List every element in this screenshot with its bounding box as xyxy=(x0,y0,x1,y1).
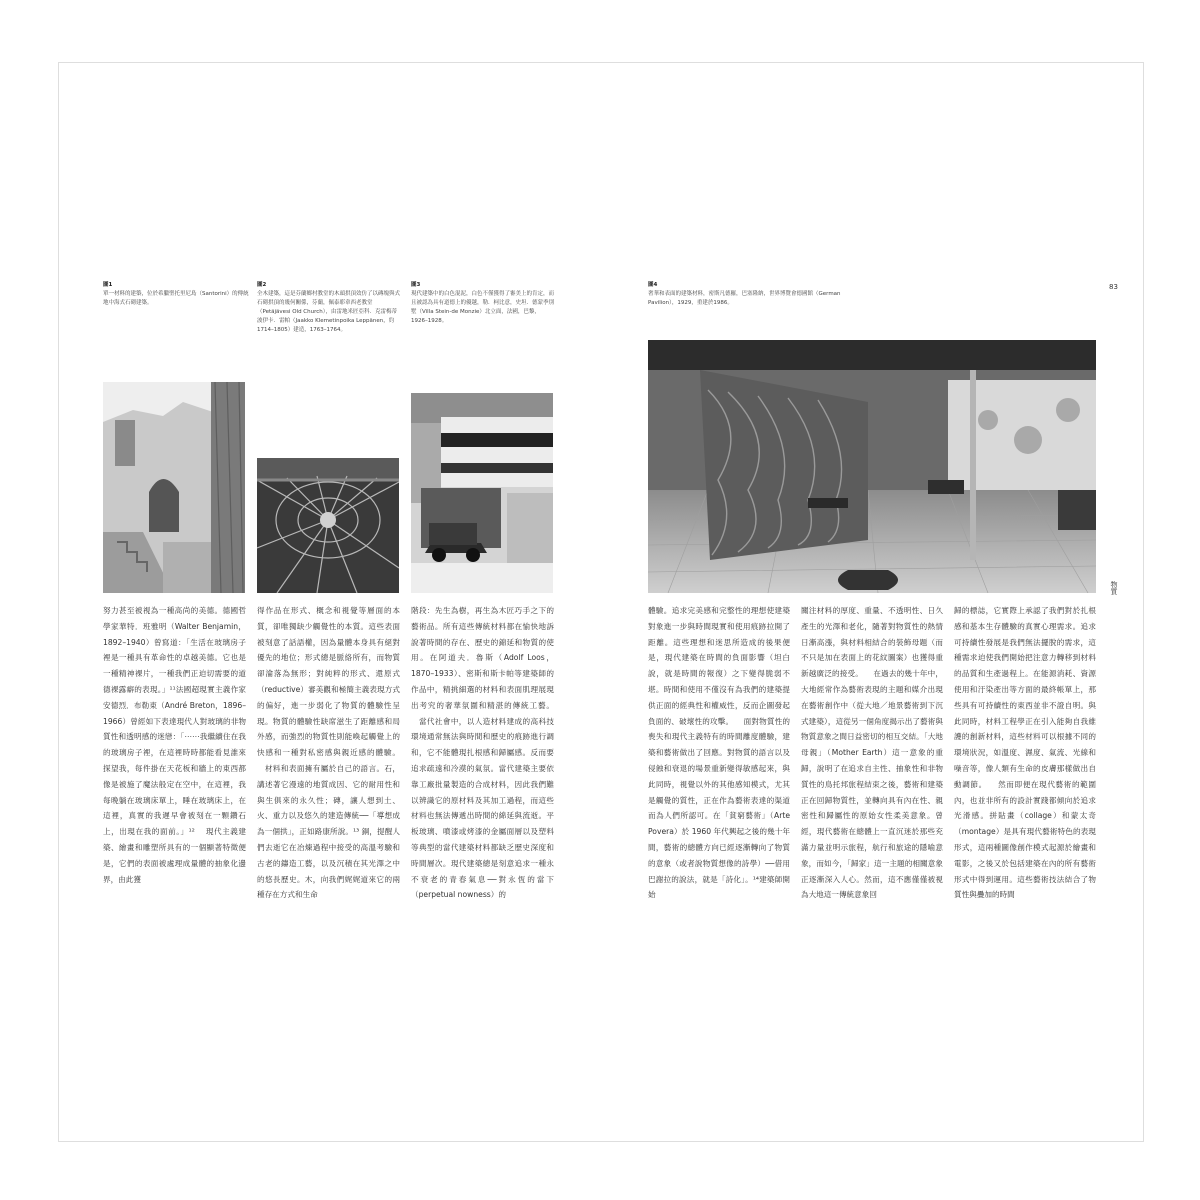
figure-2-caption xyxy=(257,281,401,335)
body-column-4-text: 體驗。追求完美感和完整性的理想使建築對象進一步與時間現實和使用痕跡拉開了距離。這些理想和迷思所造成的後果便是，現代建築在時間的負面影響（坦白說，就是時間的報復）之下變得脆弱不堪。時間和使用不僅沒有為我們的建築提供正面的經典性和權威性，反而企圖發起負面的、破壞性的攻擊。 面對物質性的喪失和現代主義特有的時間離度體驗，建築和藝術做出了回應。對物質的語言以及侵蝕和衰退的場景重新變得敏感起來，與此同時，視覺以外的其他感知模式，尤其是觸覺的質性，正在作為藝術表達的渠道而為人們所認可。在「貧窮藝術」（Arte Povera）於 1960 年代興起之後的幾十年間，藝術的總體方向已經逐漸轉向了物質的意象（或者說物質想像的詩學）──借用巴謝拉的說法，就是「詩化」。¹⁴建築師開始 xyxy=(648,606,790,900)
body-column-3-text: 階段：先生為樹，再生為木匠巧手之下的藝術品。所有這些傳統材料都在愉快地訴說著時間的存在、歷史的錦延和物質的使用。在阿道夫．魯斯（Adolf Loos，1870–1933）、密斯和斯卡帕等建築師的作品中，精挑細選的材料和表面肌理展現出考究的奢華氛圍和精湛的傳統工藝。 當代社會中，以人造材料建成的高科技環境通常無法與時間和歷史的痕跡進行調和，它不能體現扎根感和歸屬感。反而要追求疏遠和冷漠的氣氛。當代建築主要依靠工廠批量製造的合成材料，因此我們難以辨識它的原材料及其加工過程，而這些材料也無法傳遞出時間的綿延與流逝。平板玻璃、噴漆或烤漆的金屬面層以及塑料等典型的當代建築材料都缺乏歷史深度和時間層次。現代建築總是刻意追求一種永不衰老的青春氣息──對永恆的當下（perpetual nowness）的 xyxy=(411,606,554,900)
body-column-6 xyxy=(954,603,1096,903)
figure-4-text: 奢華和表面的建築材料，密斯凡德羅，巴塞隆納，世界博覽會德國館（German Pavilion），1929，重建於1986。 xyxy=(648,291,841,306)
body-column-5-text: 關注材料的厚度、重量、不透明性、日久產生的光澤和老化，隨著對物質性的熱情日漸高漲，與材料相結合的裝飾母題（而不只是加在表面上的花紋圖案）也獲得重新越廣泛的接受。 在過去的幾十年中，大地經常作為藝術表現的主題和媒介出現在藝術創作中（從大地／地景藝術到下沉式建築），這從另一個角度揭示出了藝術與物質意象之間日益密切的相互交結。「大地母親」（Mother Earth）這一意象的重歸，說明了在追求自主性、抽象性和非物質性的鳥托邦旅程結束之後，藝術和建築正在回歸物質性，並轉向具有內在性、親密性和歸屬性的原始女性柔美意象。曾經，現代藝術在總體上一直沉迷於那些充滿力量並明示旅程，航行和旅途的隱喻意象，而如今，「歸家」這一主題的相關意象正逐漸深入人心。然而，這不應僅僅被視為大地這一傳統意象回 xyxy=(801,606,943,900)
body-column-5 xyxy=(801,603,943,903)
body-column-3 xyxy=(411,603,554,903)
figure-1-label: 圖1 xyxy=(103,282,113,288)
figure-3-photo xyxy=(411,393,553,593)
figure-1-caption xyxy=(103,281,249,308)
body-column-1-text: 努力甚至被視為一種高尚的美德。德國哲學家華特．班雅明（Walter Benjamin，1892–1940）曾寫道：「生活在玻璃房子裡是一種具有革命性的卓越美德。它也是一種精神裸片，一種我們正迫切需要的道德裸露癖的表現。」¹¹法國超現實主義作家安德烈．布勒東（André Breton，1896–1966）曾經如下表達現代人對玻璃的非物質性和透明感的迷戀：「⋯⋯我繼續住在我的玻璃房子裡，在這裡時時都能看見誰來探望我，每件掛在天花板和牆上的東西都像是被施了魔法般定在空中，在這裡，我每晚躺在玻璃床單上，睡在玻璃床上，在這裡，真實的我遲早會被刻在一顆鑽石上，出現在我的面前。」¹² 現代主義建築、繪畫和雕塑所具有的一個顯著特徵便是，它們的表面被處理成量體的抽象化邊界，由此獲 xyxy=(103,606,246,884)
figure-1-text: 單一材料的建築，位於希臘聖托里尼島（Santorini）的傳統地中海式石砌建築。 xyxy=(103,291,249,306)
section-side-label: 物質 xyxy=(1110,581,1118,595)
figure-3-caption xyxy=(411,281,555,326)
figure-4-caption xyxy=(648,281,868,308)
body-column-1 xyxy=(103,603,246,887)
figure-3-label: 圖3 xyxy=(411,282,421,288)
figure-2-text: 全木建築，這是芬蘭鄉村教堂的木頭拱頂效仿了以磚塊與式石砌拱頂的幾何關係，芬蘭，佩泰耶韋西老教堂（Petäjävesi Old Church），由雷地米匠亞科．克雷梅蒂波伊卡．雷帕（Jaakko Klemetinpoika Leppänen，約 1714–1805）建造，1763–1764。 xyxy=(257,291,401,333)
body-column-2 xyxy=(257,603,400,903)
body-column-4 xyxy=(648,603,790,903)
figure-3-text: 現代建築中的白色混泥，白色不僅獲得了審美上的肯定，而且被認為具有道德上的優越，勒．柯比意，史坦．德蒙季別墅（Villa Stein-de Monzie）北立面，法國，巴黎，1926–1928。 xyxy=(411,291,555,324)
figure-1-photo xyxy=(103,382,245,593)
figure-2-label: 圖2 xyxy=(257,282,267,288)
page-number: 83 xyxy=(1109,283,1118,291)
book-spread xyxy=(58,62,1144,1142)
body-column-2-text: 得作品在形式、概念和視覺等層面的本質，卻唯獨缺少觸覺性的本質。這些表面被刻意了話語權，因為量體本身具有絕對優先的地位；形式總是脈絡所有，而物質卻淪落為無形；對純粹的形式、還原式（reductive）審美觀和極簡主義表現方式的偏好，進一步弱化了物質的體驗性呈現。物質的體驗性缺席滋生了距離感和局外感，而強烈的物質性則能喚起觸覺上的快感和一種對私密感與親近感的體驗。 材料和表面擁有屬於自己的語言。石，講述著它漫遠的地質成因、它的耐用性和與生俱來的永久性；磚，讓人想到土、火、重力以及悠久的建造傳統──「導想成為一個拱」，正如路康所說。¹³ 銅，提醒人們去逝它在冶煉過程中接受的高溫考驗和古老的鑄造工藝，以及沉積在其光澤之中的悠長歷史。木，向我們娓娓道來它的兩種存在方式和生命 xyxy=(257,606,400,900)
figure-4-photo xyxy=(648,340,1096,593)
figure-2-photo xyxy=(257,458,399,593)
figure-4-label: 圖4 xyxy=(648,282,658,288)
body-column-6-text: 歸的標誌，它實際上承認了我們對於扎根感和基本生存體驗的真實心理需求。追求可持續性發展是我們無法擺脫的需求，這種需求迫使我們開始把注意力轉移到材料的品質和生產過程上。在能源消耗、資源使用和汙染產出等方面的最終帳單上，那些具有可持續性的東西並非不證自明。與此同時，材料工程學正在引入能夠自我維護的創新材料，這些材料可以根據不同的環境狀況，如溫度、濕度、氣流、光線和噪音等，像人類有生命的皮膚那樣做出自動調節。 然而即便在現代藝術的範圍內，也並非所有的設計實踐都傾向於追求光滑感。拼貼畫（collage）和蒙太奇（montage）是具有現代藝術特色的表現形式，這兩種圖像創作模式起源於繪畫和電影，之後又於包括建築在內的所有藝術形式中得到運用。這些藝術技法結合了物質性與疊加的時間 xyxy=(954,606,1096,900)
